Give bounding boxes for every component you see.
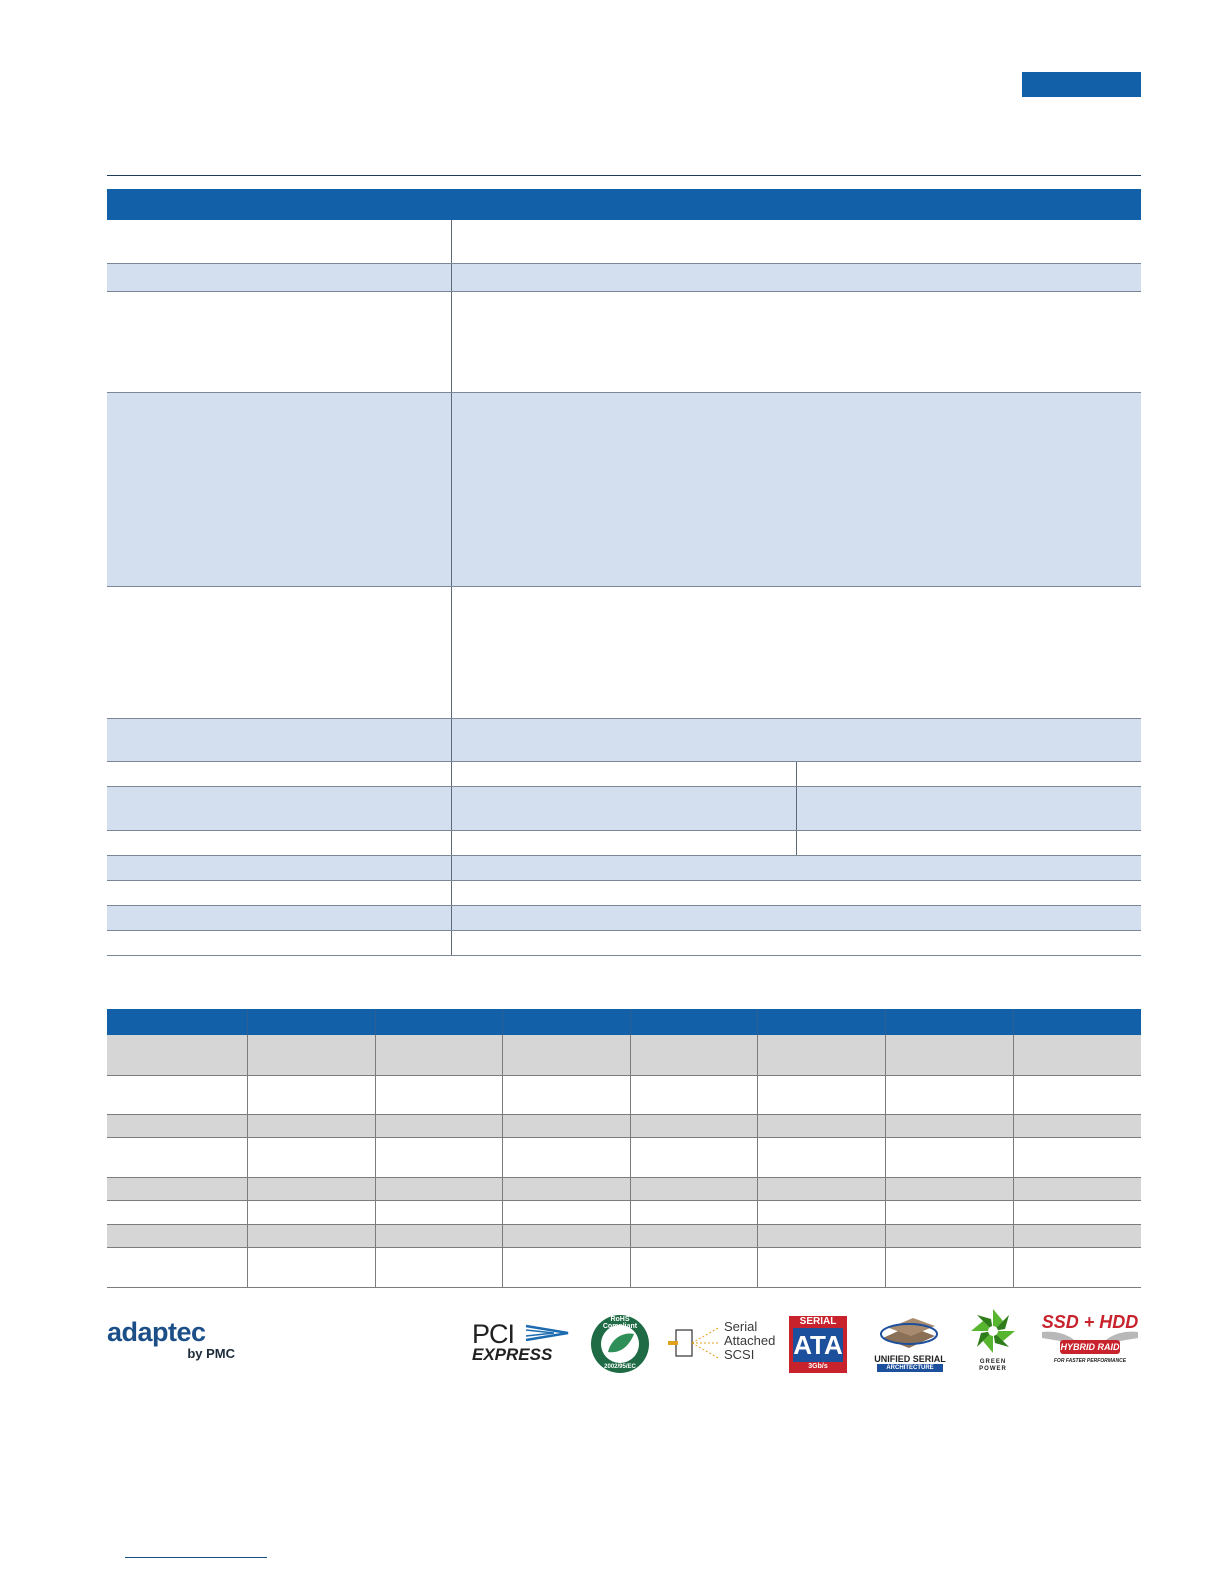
usa-line2: ARCHITECTURE xyxy=(877,1364,943,1372)
spec-value-left xyxy=(452,761,797,786)
spec-label xyxy=(107,905,452,930)
spec-value xyxy=(452,880,1141,905)
spec-label xyxy=(107,263,452,291)
sata-speed-text: 3Gb/s xyxy=(808,1363,828,1370)
green-pinwheel-icon xyxy=(969,1307,1017,1355)
sata-ata-text: ATA xyxy=(793,1330,843,1360)
drives-icon xyxy=(879,1314,941,1354)
spec-value-right xyxy=(796,761,1141,786)
header-rule xyxy=(107,175,1141,176)
spec-value xyxy=(452,855,1141,880)
table-row xyxy=(107,1137,1141,1177)
spec-value xyxy=(452,930,1141,955)
model-header-cell xyxy=(1013,1009,1141,1035)
spec-value xyxy=(452,263,1141,291)
pci-text: PCI xyxy=(472,1319,515,1349)
green-line2: POWER xyxy=(979,1366,1007,1372)
table-row xyxy=(107,1224,1141,1247)
model-header-cell xyxy=(375,1009,502,1035)
table-row xyxy=(107,1035,1141,1075)
sas-line: Attached xyxy=(724,1333,776,1348)
hybrid-tagline: FOR FASTER PERFORMANCE xyxy=(1053,1358,1127,1364)
model-header-cell xyxy=(247,1009,375,1035)
spec-label xyxy=(107,930,452,955)
table-row xyxy=(107,1075,1141,1114)
spec-value xyxy=(452,718,1141,761)
hybrid-raid-text: HYBRID RAID xyxy=(1060,1342,1120,1352)
unified-serial-architecture-logo xyxy=(873,1314,947,1372)
spec-value xyxy=(452,905,1141,930)
table-row xyxy=(107,1200,1141,1224)
model-header-cell xyxy=(107,1009,247,1035)
serial-ata-logo xyxy=(789,1316,847,1373)
spec-label xyxy=(107,786,452,830)
spec-label xyxy=(107,761,452,786)
model-header-cell xyxy=(502,1009,630,1035)
pci-express-text: EXPRESS xyxy=(472,1345,553,1364)
brand-name: adaptec xyxy=(107,1317,206,1347)
spec-value xyxy=(452,291,1141,392)
footer-link-underline xyxy=(125,1557,267,1558)
spec-value-left xyxy=(452,786,797,830)
usa-line1: UNIFIED SERIAL xyxy=(874,1354,946,1364)
rohs-text: RoHS Compliant xyxy=(602,1316,638,1330)
spec-label xyxy=(107,220,452,263)
spec-value-right xyxy=(796,830,1141,855)
pci-chevron-icon xyxy=(524,1324,572,1342)
adaptec-logo xyxy=(107,1318,247,1368)
model-header-cell xyxy=(757,1009,885,1035)
hybrid-ssd-hdd-text: SSD + HDD xyxy=(1041,1312,1139,1332)
spec-value-right xyxy=(796,786,1141,830)
spec-label xyxy=(107,855,452,880)
pci-express-logo xyxy=(472,1319,576,1364)
models-table xyxy=(107,1009,1141,1288)
sas-plug-icon xyxy=(666,1326,720,1360)
spec-value-left xyxy=(452,830,797,855)
green-line1: GREEN xyxy=(979,1359,1007,1365)
spec-label xyxy=(107,392,452,586)
section-badge xyxy=(1022,72,1141,97)
spec-label xyxy=(107,586,452,718)
sata-serial-text: SERIAL xyxy=(799,1316,837,1327)
spec-label xyxy=(107,718,452,761)
brand-sub: by PMC xyxy=(187,1346,235,1361)
table-row xyxy=(107,1247,1141,1287)
model-header-cell xyxy=(885,1009,1013,1035)
spec-value xyxy=(452,392,1141,586)
table-row xyxy=(107,1177,1141,1200)
spec-value xyxy=(452,586,1141,718)
spec-label xyxy=(107,291,452,392)
spec-label xyxy=(107,880,452,905)
specifications-table xyxy=(107,189,1141,956)
table-row xyxy=(107,1114,1141,1137)
sas-line: SCSI xyxy=(724,1347,755,1362)
spec-header xyxy=(107,189,1141,220)
model-header-cell xyxy=(630,1009,757,1035)
spec-value xyxy=(452,220,1141,263)
sas-line: Serial xyxy=(724,1319,758,1334)
rohs-code: 2002/95/EC xyxy=(604,1364,636,1370)
spec-label xyxy=(107,830,452,855)
green-power-logo xyxy=(964,1307,1022,1375)
sas-logo xyxy=(666,1320,776,1368)
rohs-compliant-logo xyxy=(590,1314,650,1374)
hybrid-raid-logo xyxy=(1038,1312,1142,1372)
